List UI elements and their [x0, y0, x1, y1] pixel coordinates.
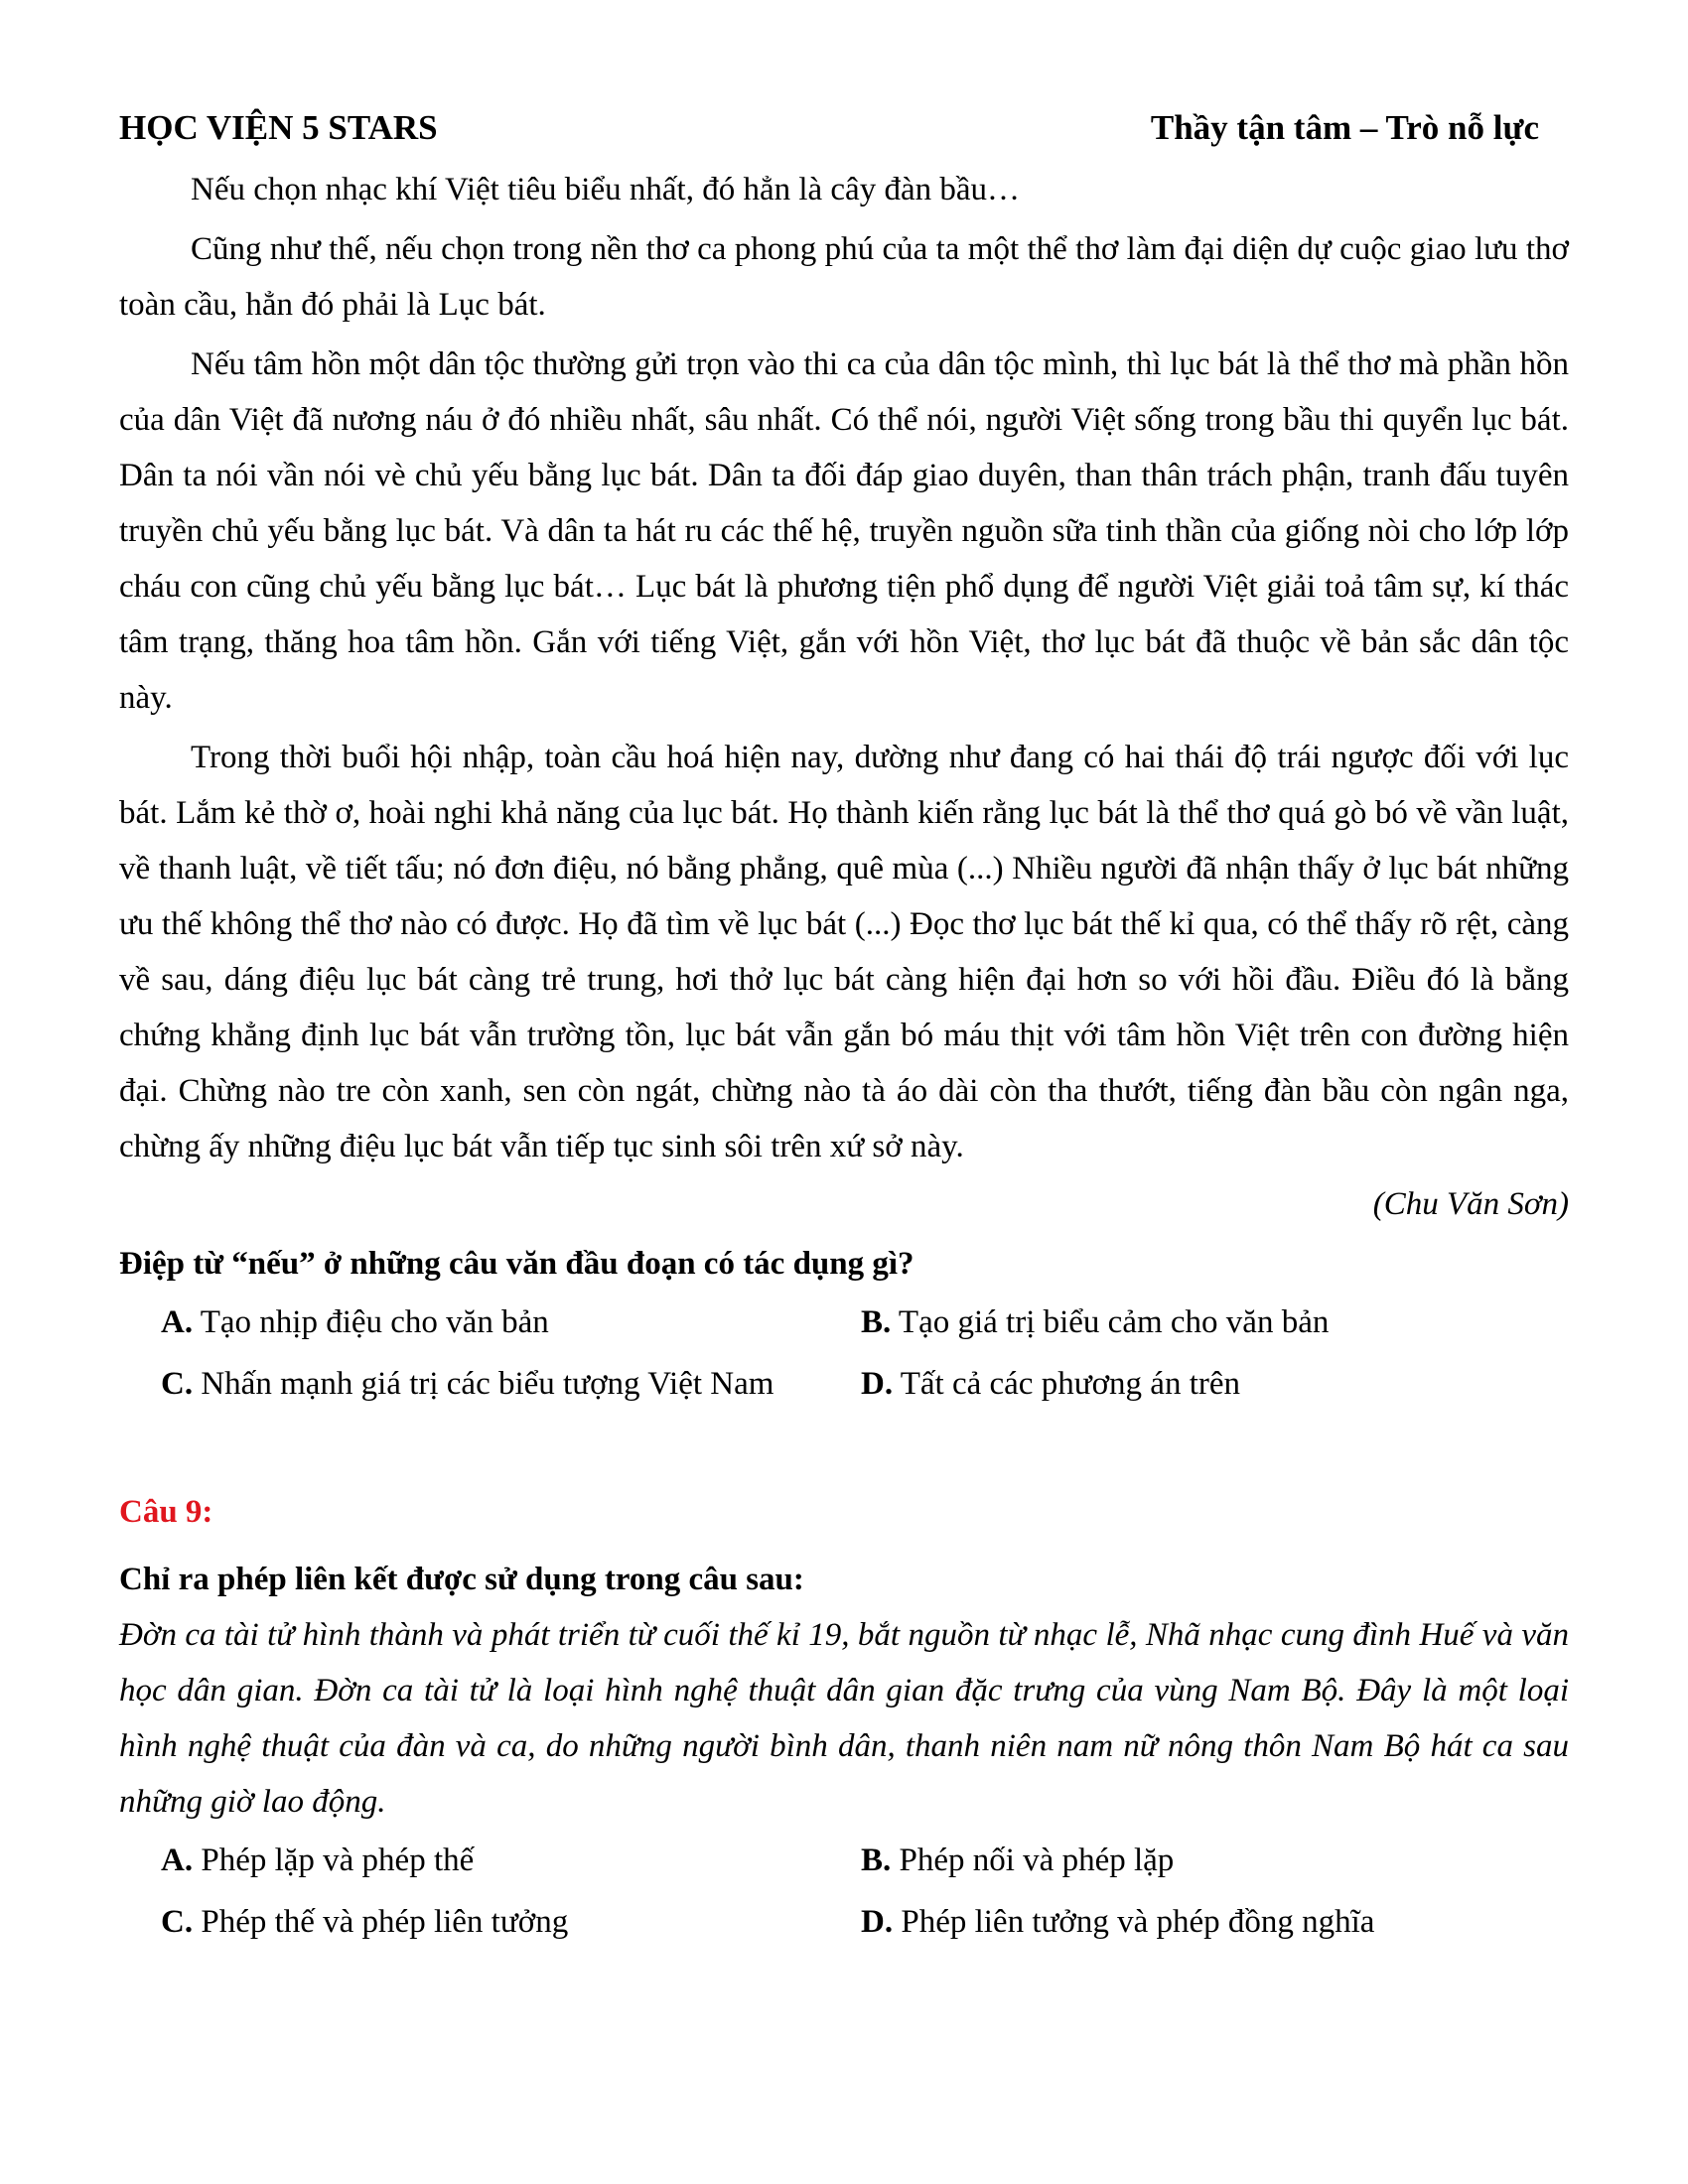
option-d[interactable]: [861, 1353, 1569, 1415]
option-b[interactable]: [861, 1830, 1569, 1891]
option-letter: D.: [861, 1366, 894, 1402]
option-letter: B.: [861, 1304, 892, 1340]
option-a[interactable]: [161, 1292, 861, 1353]
question-9-options: [119, 1830, 1569, 1953]
option-text: Phép liên tưởng và phép đồng nghĩa: [893, 1904, 1375, 1940]
option-d[interactable]: [861, 1891, 1569, 1953]
option-text: Nhấn mạnh giá trị các biểu tượng Việt Nam: [193, 1366, 774, 1402]
option-text: Tạo nhịp điệu cho văn bản: [193, 1304, 549, 1340]
option-text: Tất cả các phương án trên: [893, 1366, 1240, 1402]
option-text: Tạo giá trị biểu cảm cho văn bản: [891, 1304, 1330, 1340]
question-8-options: [119, 1292, 1569, 1415]
option-c[interactable]: [161, 1353, 861, 1415]
passage-paragraph: Cũng như thế, nếu chọn trong nền thơ ca phong phú của ta một thể thơ làm đại diện dự cuộc giao lưu thơ toàn cầu, hẳn đó phải là Lục bát.: [119, 231, 1569, 323]
document-page: [119, 104, 1569, 1953]
option-letter: B.: [861, 1843, 892, 1878]
passage-source: (Chu Văn Sơn): [1372, 1186, 1569, 1222]
option-letter: A.: [161, 1843, 194, 1878]
option-letter: D.: [861, 1904, 894, 1940]
option-text: Phép lặp và phép thế: [193, 1843, 475, 1878]
header-academy-name: HỌC VIỆN 5 STARS: [119, 108, 438, 147]
passage-paragraph: Trong thời buổi hội nhập, toàn cầu hoá hiện nay, dường như đang có hai thái độ trái ngược đối với lục bát. Lắm kẻ thờ ơ, hoài nghi khả năng của lục bát. Họ thành kiến rằng lục bát là thể thơ quá gò bó về vần luật, về thanh luật, về tiết tấu; nó đơn điệu, nó bằng phẳng, quê mùa (...) Nhiều người đã nhận thấy ở lục bát những ưu thế không thể thơ nào có được. Họ đã tìm về lục bát (...) Đọc thơ lục bát thế kỉ qua, có thể thấy rõ rệt, càng về sau, dáng điệu lục bát càng trẻ trung, hơi thở lục bát càng hiện đại hơn so với hồi đầu. Điều đó là bằng chứng khẳng định lục bát vẫn trường tồn, lục bát vẫn gắn bó máu thịt với tâm hồn Việt trên con đường hiện đại. Chừng nào tre còn xanh, sen còn ngát, chừng nào tà áo dài còn tha thướt, tiếng đàn bầu còn ngân nga, chừng ấy những điệu lục bát vẫn tiếp tục sinh sôi trên xứ sở này.: [119, 740, 1569, 1164]
passage-paragraph: Nếu chọn nhạc khí Việt tiêu biểu nhất, đó hẳn là cây đàn bầu…: [191, 172, 1020, 207]
option-c[interactable]: [161, 1891, 861, 1953]
question-9-excerpt: Đờn ca tài tử hình thành và phát triển từ cuối thế kỉ 19, bắt nguồn từ nhạc lễ, Nhã nhạc cung đình Huế và văn học dân gian. Đờn ca tài tử là loại hình nghệ thuật dân gian đặc trưng của vùng Nam Bộ. Đây là một loại hình nghệ thuật của đàn và ca, do những người bình dân, thanh niên nam nữ nông thôn Nam Bộ hát ca sau những giờ lao động.: [119, 1617, 1569, 1820]
option-letter: C.: [161, 1366, 194, 1402]
option-letter: A.: [161, 1304, 194, 1340]
question-8-prompt: Điệp từ “nếu” ở những câu văn đầu đoạn có tác dụng gì?: [119, 1246, 914, 1282]
option-letter: C.: [161, 1904, 194, 1940]
option-text: Phép nối và phép lặp: [891, 1843, 1175, 1878]
option-a[interactable]: [161, 1830, 861, 1891]
question-9-label: Câu 9:: [119, 1494, 213, 1530]
header-slogan: Thầy tận tâm – Trò nỗ lực: [1150, 108, 1539, 147]
page-header: [119, 104, 1569, 152]
option-text: Phép thế và phép liên tưởng: [193, 1904, 569, 1940]
question-9-prompt: Chỉ ra phép liên kết được sử dụng trong câu sau:: [119, 1562, 804, 1597]
passage-paragraph: Nếu tâm hồn một dân tộc thường gửi trọn vào thi ca của dân tộc mình, thì lục bát là thể thơ mà phần hồn của dân Việt đã nương náu ở đó nhiều nhất, sâu nhất. Có thể nói, người Việt sống trong bầu thi quyển lục bát. Dân ta nói vần nói vè chủ yếu bằng lục bát. Dân ta đối đáp giao duyên, than thân trách phận, tranh đấu tuyên truyền chủ yếu bằng lục bát. Và dân ta hát ru các thế hệ, truyền nguồn sữa tinh thần của giống nòi cho lớp lớp cháu con cũng chủ yếu bằng lục bát… Lục bát là phương tiện phổ dụng để người Việt giải toả tâm sự, kí thác tâm trạng, thăng hoa tâm hồn. Gắn với tiếng Việt, gắn với hồn Việt, thơ lục bát đã thuộc về bản sắc dân tộc này.: [119, 346, 1569, 716]
reading-passage: [119, 162, 1569, 1174]
option-b[interactable]: [861, 1292, 1569, 1353]
